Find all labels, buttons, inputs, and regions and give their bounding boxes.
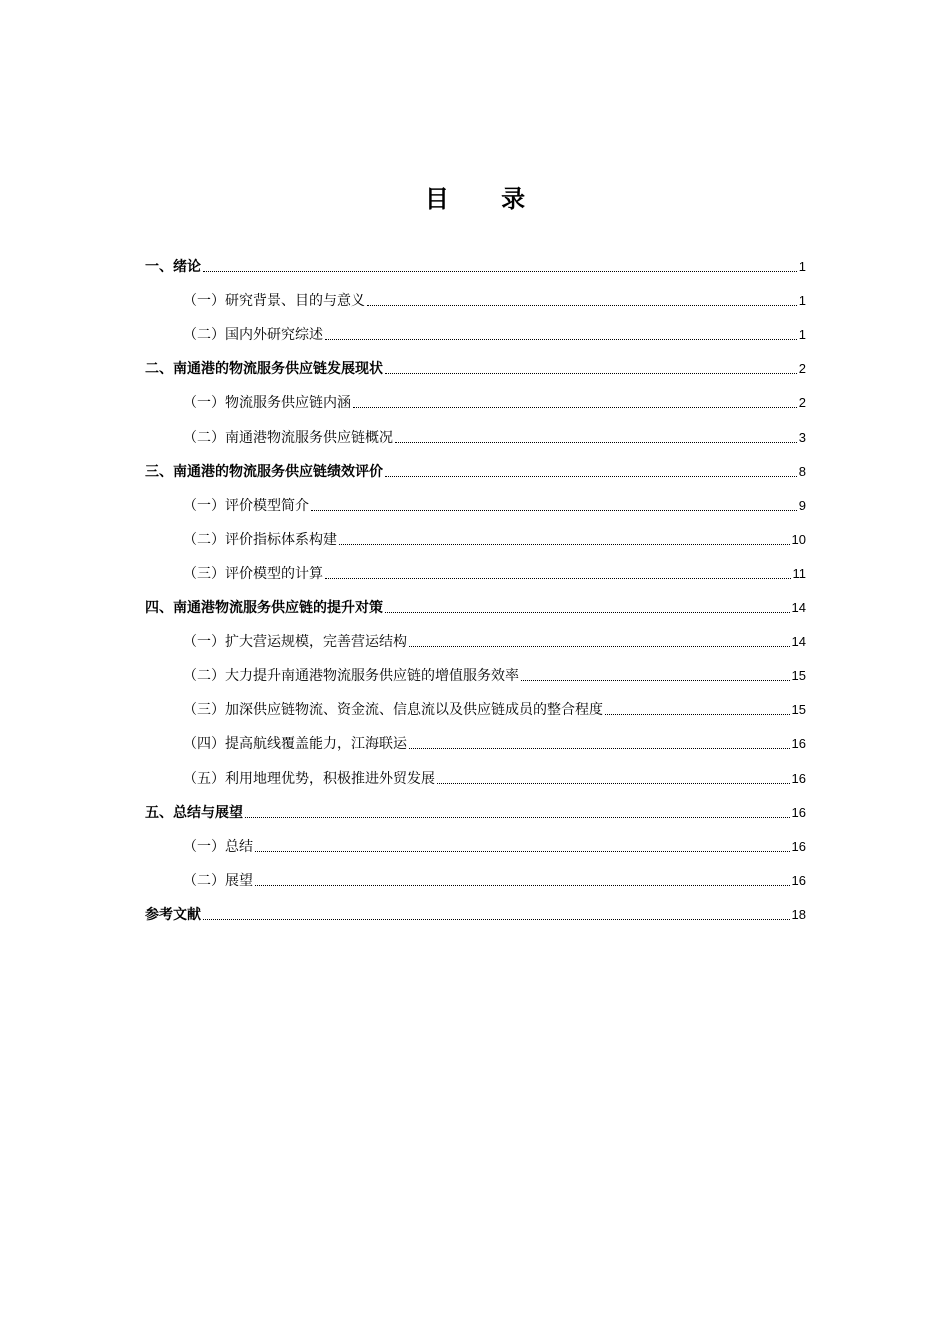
toc-dot-leader: [339, 544, 790, 545]
toc-page-number: 14: [791, 600, 806, 616]
toc-page-number: 16: [791, 804, 806, 820]
toc-page-number: 9: [798, 497, 806, 513]
toc-dot-leader: [311, 510, 797, 511]
toc-section-entry[interactable]: [145, 623, 806, 657]
toc-page-number: 11: [792, 565, 806, 581]
toc-entry-title: （二）展望: [183, 872, 253, 889]
toc-entry-title: （二）南通港物流服务供应链概况: [183, 429, 393, 446]
toc-entry-title: 三、南通港的物流服务供应链绩效评价: [145, 463, 383, 480]
toc-dot-leader: [255, 885, 790, 886]
toc-section-entry[interactable]: [145, 657, 806, 691]
toc-section-entry[interactable]: [145, 691, 806, 725]
toc-dot-leader: [203, 271, 797, 272]
toc-entry-title: （五）利用地理优势，积极推进外贸发展: [183, 770, 435, 787]
toc-entry-title: 五、总结与展望: [145, 804, 243, 821]
toc-dot-leader: [353, 407, 797, 408]
toc-entry-title: （一）总结: [183, 838, 253, 855]
toc-entry-title: （二）大力提升南通港物流服务供应链的增值服务效率: [183, 668, 519, 685]
toc-chapter-entry[interactable]: [145, 589, 806, 623]
toc-page-number: 18: [791, 906, 806, 922]
toc-chapter-entry[interactable]: [145, 896, 806, 930]
toc-entry-title: （三）加深供应链物流、资金流、信息流以及供应链成员的整合程度: [183, 702, 603, 719]
toc-dot-leader: [395, 442, 797, 443]
toc-chapter-entry[interactable]: [145, 453, 806, 487]
toc-page-number: 15: [791, 702, 806, 718]
toc-section-entry[interactable]: [145, 521, 806, 555]
toc-page-number: 1: [798, 259, 806, 275]
toc-section-entry[interactable]: [145, 316, 806, 350]
toc-dot-leader: [409, 748, 790, 749]
toc-dot-leader: [409, 646, 790, 647]
toc-page-number: 16: [791, 736, 806, 752]
toc-entry-title: （一）物流服务供应链内涵: [183, 395, 351, 412]
toc-section-entry[interactable]: [145, 418, 806, 452]
toc-section-entry[interactable]: [145, 384, 806, 418]
toc-page-number: 16: [791, 770, 806, 786]
toc-section-entry[interactable]: [145, 487, 806, 521]
toc-section-entry[interactable]: [145, 725, 806, 759]
toc-page-number: 2: [798, 361, 806, 377]
toc-page-number: 1: [798, 327, 806, 343]
toc-section-entry[interactable]: [145, 862, 806, 896]
toc-section-entry[interactable]: [145, 828, 806, 862]
toc-page-number: 1: [798, 293, 806, 309]
toc-chapter-entry[interactable]: [145, 248, 806, 282]
toc-dot-leader: [521, 680, 790, 681]
toc-entry-title: （三）评价模型的计算: [183, 565, 323, 582]
toc-entry-title: （四）提高航线覆盖能力，江海联运: [183, 736, 407, 753]
toc-page-number: 15: [791, 668, 806, 684]
toc-dot-leader: [605, 714, 790, 715]
toc-section-entry[interactable]: [145, 555, 806, 589]
toc-dot-leader: [385, 373, 797, 374]
toc-entry-title: （一）评价模型简介: [183, 497, 309, 514]
toc-dot-leader: [255, 851, 790, 852]
toc-entry-title: （二）评价指标体系构建: [183, 531, 337, 548]
toc-chapter-entry[interactable]: [145, 350, 806, 384]
toc-dot-leader: [437, 783, 790, 784]
page-title: 目 录: [424, 185, 548, 213]
toc-entry-title: （二）国内外研究综述: [183, 327, 323, 344]
toc-section-entry[interactable]: [145, 282, 806, 316]
toc-dot-leader: [385, 612, 790, 613]
toc-page-number: 16: [791, 838, 806, 854]
toc-chapter-entry[interactable]: [145, 794, 806, 828]
toc-dot-leader: [385, 476, 797, 477]
toc-entry-title: （一）研究背景、目的与意义: [183, 293, 365, 310]
toc-entry-title: 参考文献: [145, 906, 201, 923]
toc-dot-leader: [325, 578, 791, 579]
toc-page-number: 16: [791, 872, 806, 888]
toc-dot-leader: [367, 305, 797, 306]
toc-page-number: 3: [798, 429, 806, 445]
toc-page-number: 2: [798, 395, 806, 411]
toc-entry-title: 一、绪论: [145, 259, 201, 276]
toc-page-number: 14: [791, 634, 806, 650]
toc-entry-title: 二、南通港的物流服务供应链发展现状: [145, 361, 383, 378]
toc-dot-leader: [203, 919, 790, 920]
toc-page-number: 10: [791, 531, 806, 547]
toc-entry-title: （一）扩大营运规模，完善营运结构: [183, 634, 407, 651]
toc-section-entry[interactable]: [145, 759, 806, 793]
table-of-contents: [145, 248, 806, 930]
toc-dot-leader: [325, 339, 797, 340]
toc-entry-title: 四、南通港物流服务供应链的提升对策: [145, 600, 383, 617]
toc-page-number: 8: [798, 463, 806, 479]
toc-dot-leader: [245, 817, 790, 818]
